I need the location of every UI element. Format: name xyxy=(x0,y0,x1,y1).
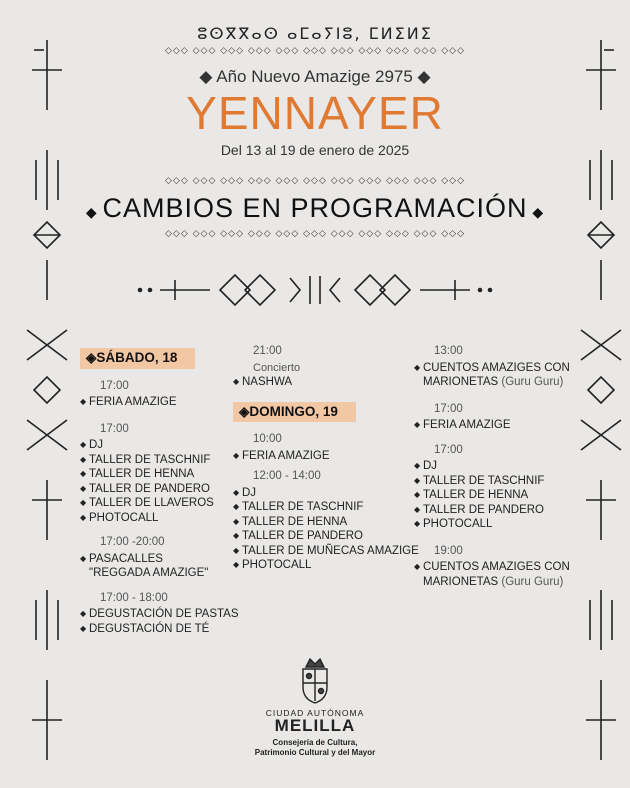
ornament-row-above-banner: ◇◇◇ ◇◇◇ ◇◇◇ ◇◇◇ ◇◇◇ ◇◇◇ ◇◇◇ ◇◇◇ ◇◇◇ ◇◇◇ ◇◇◇ xyxy=(164,176,465,186)
list-item: ◆ CUENTOS AMAZIGES CON xyxy=(414,361,584,376)
list-item: ◆ FERIA AMAZIGE xyxy=(80,395,250,410)
banner-title: ◆ CAMBIOS EN PROGRAMACIÓN ◆ xyxy=(85,193,545,223)
list-item: ◆ TALLER DE TASCHNIF xyxy=(80,453,250,468)
list-item: ◆ TALLER DE HENNA xyxy=(80,467,250,482)
list-item: ◆ PHOTOCALL xyxy=(233,558,428,573)
time-label: 17:00 xyxy=(434,402,463,415)
coat-of-arms-icon xyxy=(298,655,332,705)
list-item: ◆ FERIA AMAZIGE xyxy=(233,449,428,464)
column-sunday-continued xyxy=(414,344,584,589)
list-item: ◆ TALLER DE PANDERO xyxy=(80,482,250,497)
logo-line-2: MELILLA xyxy=(274,716,356,735)
diamond-icon: ◈ xyxy=(239,403,250,419)
time-label: 12:00 - 14:00 xyxy=(253,470,321,482)
list-item: ◆ DEGUSTACIÓN DE TÉ xyxy=(80,622,250,637)
diamond-icon: ◆ xyxy=(527,204,545,220)
list-item: ◆ PHOTOCALL xyxy=(414,517,584,532)
central-motif xyxy=(135,258,495,318)
logo-department: Consejería de Cultura, Patrimonio Cultural y del Mayor xyxy=(254,738,376,757)
list-item: ◆ DJ xyxy=(414,459,584,474)
list-item: ◆ CUENTOS AMAZIGES CON xyxy=(414,560,584,575)
main-title: YENNAYER xyxy=(186,87,444,139)
time-label: 19:00 xyxy=(434,544,463,557)
list-item: ◆ DEGUSTACIÓN DE PASTAS xyxy=(80,607,250,622)
list-item: ◆ TALLER DE PANDERO xyxy=(233,529,428,544)
list-item: ◆ TALLER DE MUÑECAS AMAZIGE xyxy=(233,544,428,559)
time-label: 17:00 xyxy=(100,379,129,392)
ornament-row-below-banner: ◇◇◇ ◇◇◇ ◇◇◇ ◇◇◇ ◇◇◇ ◇◇◇ ◇◇◇ ◇◇◇ ◇◇◇ ◇◇◇ ◇◇◇ xyxy=(164,229,465,239)
list-item: ◆ PHOTOCALL xyxy=(80,511,250,526)
diamond-icon: ◈ xyxy=(86,350,97,365)
list-item: ◆ TALLER DE TASCHNIF xyxy=(233,500,428,515)
column-saturday xyxy=(80,348,250,636)
diamond-icon: ◆ xyxy=(85,204,103,220)
left-border-ornament xyxy=(22,30,72,770)
time-label: 10:00 xyxy=(253,433,282,445)
concert-label: Concierto xyxy=(253,361,301,374)
time-label: 21:00 xyxy=(253,345,282,357)
list-item: ◆ DJ xyxy=(233,486,428,501)
list-item-continued: MARIONETAS (Guru Guru) xyxy=(423,376,564,388)
time-label: 17:00 xyxy=(100,422,129,435)
day-heading-saturday: ◈SÁBADO, 18 xyxy=(80,348,195,369)
list-item-continued: "REGGADA AMAZIGE" xyxy=(89,567,209,579)
list-item: ◆ FERIA AMAZIGE xyxy=(414,418,584,433)
tifinagh-heading: ⵓⵙⴳⴳⴰⵙ ⴰⵎⴰⵢⵏⵓ, ⵎⵍⵉⵍⵉ xyxy=(197,24,433,43)
list-item: ◆ TALLER DE HENNA xyxy=(233,515,428,530)
list-item: ◆ NASHWA xyxy=(233,375,428,390)
diamond-icon: ◆ xyxy=(412,67,431,86)
ornament-row-top: ◇◇◇ ◇◇◇ ◇◇◇ ◇◇◇ ◇◇◇ ◇◇◇ ◇◇◇ ◇◇◇ ◇◇◇ ◇◇◇ ◇◇◇ xyxy=(164,46,465,56)
time-label: 13:00 xyxy=(434,345,463,357)
list-item: ◆ TALLER DE LLAVEROS xyxy=(80,496,250,511)
list-item: ◆ TALLER DE HENNA xyxy=(414,488,584,503)
subtitle: ◆ Año Nuevo Amazige 2975 ◆ xyxy=(199,67,431,86)
list-item: ◆ TALLER DE TASCHNIF xyxy=(414,474,584,489)
time-label: 17:00 xyxy=(434,443,463,456)
logo-line-1: CIUDAD AUTÓNOMA xyxy=(265,708,365,718)
list-item-continued: MARIONETAS (Guru Guru) xyxy=(423,575,564,588)
list-item: ◆ DJ xyxy=(80,438,250,453)
column-sunday xyxy=(233,344,428,573)
diamond-icon: ◆ xyxy=(199,67,217,86)
list-item: ◆ TALLER DE PANDERO xyxy=(414,503,584,518)
time-label: 17:00 -20:00 xyxy=(100,536,165,548)
list-item: ◆ PASACALLES xyxy=(80,552,250,567)
date-range: Del 13 al 19 de enero de 2025 xyxy=(220,142,410,158)
day-heading-sunday: ◈DOMINGO, 19 xyxy=(233,402,356,423)
time-label: 17:00 - 18:00 xyxy=(100,591,168,604)
